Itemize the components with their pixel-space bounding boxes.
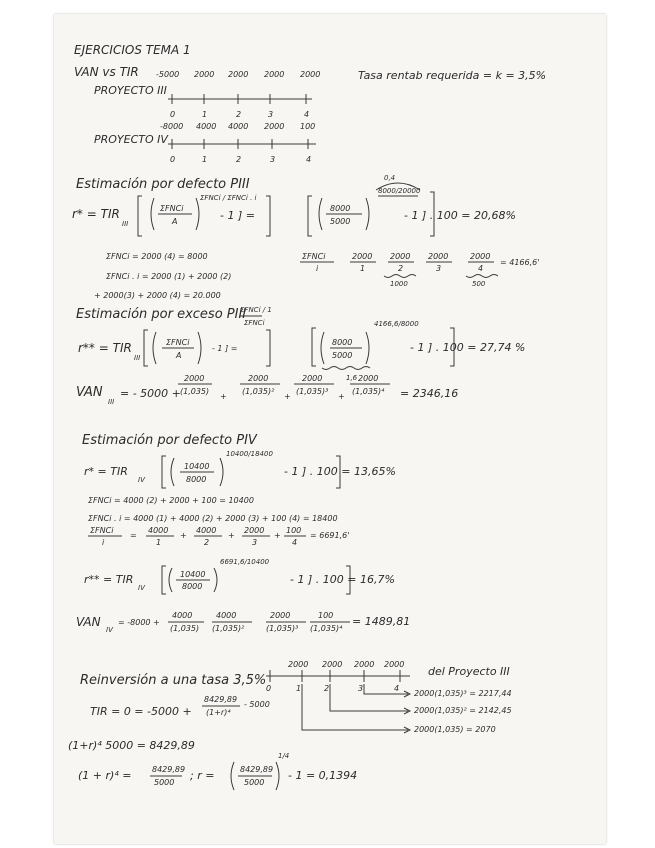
frac-num: 100: [318, 611, 334, 620]
frac-num: 4000: [216, 611, 237, 620]
frac-num: ΣFNCi: [302, 252, 326, 261]
equation-line: (1+r)⁴ 5000 = 8429,89: [68, 739, 195, 752]
frac-den: (1,035)²: [242, 387, 275, 396]
frac-den: A: [176, 351, 182, 360]
sum-line: ΣFNCi = 4000 (2) + 2000 + 100 = 10400: [88, 496, 254, 505]
r-star-label: r** = TIR: [84, 573, 134, 586]
flow-value: 4000: [196, 122, 217, 131]
frac-den: (1,035)³: [266, 624, 299, 633]
subscript: III: [108, 398, 115, 406]
van-3-result: = 2346,16: [400, 387, 459, 400]
exponent: ΣFNCi / 1: [240, 306, 272, 314]
subscript: IV: [138, 584, 145, 592]
quotient-result: = 4166,6': [500, 258, 540, 267]
r-star-label: r* = TIR: [72, 207, 120, 221]
paren-right: [366, 332, 369, 364]
frac-num: 10400: [184, 462, 210, 471]
annotation: 500: [472, 280, 486, 288]
flow-value: 2000: [194, 70, 215, 79]
flow-value: 2000: [300, 70, 321, 79]
period: 0: [170, 155, 176, 164]
frac-num: 2000: [302, 374, 323, 383]
paren-left: [321, 332, 324, 364]
r-star-label: r** = TIR: [78, 341, 132, 355]
frac-den: 3: [252, 538, 258, 547]
equals: =: [130, 531, 137, 540]
exponent: 1/4: [278, 752, 290, 760]
frac-den: (1,035): [180, 387, 210, 396]
period: 4: [394, 684, 400, 693]
period: 4: [306, 155, 312, 164]
van-constant: = - 5000 +: [120, 387, 181, 400]
paren-left: [171, 458, 174, 486]
frac-den: 3: [436, 264, 442, 273]
frac-den: 1: [156, 538, 162, 547]
van-label: VAN: [76, 385, 103, 400]
frac-num: 100: [286, 526, 302, 535]
subscript: IV: [138, 476, 145, 484]
tir-equation: TIR = 0 = -5000 +: [90, 705, 192, 718]
flow-value: 2000: [384, 660, 405, 669]
frac-den: 8000: [186, 475, 207, 484]
paren-left: [151, 198, 154, 230]
frac-num: 8429,89: [204, 695, 238, 704]
period: 1: [202, 155, 208, 164]
van-constant: = -8000 +: [118, 618, 160, 627]
paren-right: [214, 568, 217, 592]
plus: +: [228, 531, 235, 540]
frac-den: (1,035)³: [296, 387, 329, 396]
frac-den: (1,035)⁴: [352, 387, 385, 396]
value-den: 5000: [332, 351, 353, 360]
period: 3: [270, 155, 276, 164]
equation-mid: ; r =: [190, 769, 215, 782]
frac-num: 2000: [390, 252, 411, 261]
result-tir-p3: - 1 ] . 100 = 20,68%: [404, 209, 516, 222]
minus-term: - 5000: [244, 700, 270, 709]
frac-den: (1,035): [170, 624, 200, 633]
flow-value: 2000: [354, 660, 375, 669]
required-rate: Tasa rentab requerida = k = 3,5%: [358, 69, 547, 82]
exponent: 10400/18400: [226, 450, 273, 458]
subscript: IV: [106, 626, 113, 634]
period: 4: [304, 110, 310, 119]
paren-left: [231, 762, 234, 790]
exponent: 6691,6/10400: [220, 558, 270, 566]
bracket-left: [162, 456, 166, 488]
flow-value: 2000: [264, 122, 285, 131]
section-heading: Estimación por defecto PIV: [82, 433, 257, 448]
frac-num: ΣFNCi: [160, 204, 184, 213]
period: 2: [236, 110, 242, 119]
paren-right: [198, 332, 201, 364]
period: 1: [296, 684, 302, 693]
sum-line: ΣFNCi = 2000 (4) = 8000: [106, 252, 208, 261]
minus-one: - 1 ] =: [220, 209, 255, 222]
exponent: ΣFNCi: [244, 319, 265, 327]
frac-num: 2000: [470, 252, 491, 261]
frac-den: 4: [478, 264, 484, 273]
frac-num: 4000: [172, 611, 193, 620]
project-4-label: PROYECTO IV: [94, 133, 168, 146]
sum-line: ΣFNCi . i = 4000 (1) + 4000 (2) + 2000 (3) + 100 (4) = 18400: [88, 514, 338, 523]
bracket-left: [144, 330, 148, 366]
frac-num: 2000: [248, 374, 269, 383]
underline-wave: [384, 275, 416, 278]
result-tir-p4-exceso: - 1 ] . 100 = 16,7%: [290, 573, 395, 586]
period: 2: [324, 684, 330, 693]
frac-num: ΣFNCi: [90, 526, 114, 535]
project-ref: del Proyecto III: [428, 665, 510, 678]
reinvest-result: 2000(1,035)³ = 2217,44: [414, 689, 512, 698]
bracket-right: [266, 330, 270, 366]
flow-value: 2000: [264, 70, 285, 79]
frac-num: 4000: [148, 526, 169, 535]
section-heading: Estimación por defecto PIII: [76, 177, 250, 192]
value-num: 8000: [330, 204, 351, 213]
period: 0: [170, 110, 176, 119]
frac-num: 4000: [196, 526, 217, 535]
result-tir-p4: - 1 ] . 100 = 13,65%: [284, 465, 396, 478]
bracket-left: [312, 328, 316, 366]
bracket-left: [308, 196, 312, 236]
frac-den: (1,035)²: [212, 624, 245, 633]
paren-right: [220, 458, 223, 486]
frac-num: 2000: [352, 252, 373, 261]
van-label: VAN: [76, 615, 101, 629]
section-heading: Reinversión a una tasa 3,5%: [80, 673, 267, 688]
frac-den: i: [102, 538, 105, 547]
frac-num: 2000: [244, 526, 265, 535]
period: 3: [268, 110, 274, 119]
paren-right: [366, 198, 369, 230]
van-4-result: = 1489,81: [352, 615, 411, 628]
paren-left: [319, 198, 322, 230]
reinvest-result: 2000(1,035)² = 2142,45: [414, 706, 512, 715]
frac-num: ΣFNCi: [166, 338, 190, 347]
flow-value: -8000: [160, 122, 184, 131]
equation-lhs: (1 + r)⁴ =: [78, 769, 132, 782]
paren-left: [169, 568, 172, 592]
flow-value: 2000: [322, 660, 343, 669]
frac-num: 8429,89: [152, 765, 186, 774]
frac-num: 8429,89: [240, 765, 274, 774]
arrow-line-1: [302, 684, 408, 730]
frac-num: 2000: [358, 374, 379, 383]
flow-value: 2000: [288, 660, 309, 669]
flow-value: 100: [300, 122, 316, 131]
frac-num: 10400: [180, 570, 206, 579]
section-heading: Estimación por exceso PIII: [76, 307, 247, 322]
frac-den: 8000: [182, 582, 203, 591]
arrow-line-3: [364, 684, 408, 694]
plus: +: [180, 531, 187, 540]
subscript: III: [122, 220, 129, 228]
subtitle: VAN vs TIR: [74, 65, 139, 79]
frac-den: 4: [292, 538, 298, 547]
paren-left: [153, 332, 156, 364]
plus: +: [220, 392, 227, 401]
flow-value: 2000: [228, 70, 249, 79]
frac-num: 2000: [428, 252, 449, 261]
frac-den: 5000: [154, 778, 175, 787]
plus: +: [274, 531, 281, 540]
value-num: 8000: [332, 338, 353, 347]
flow-value: 4000: [228, 122, 249, 131]
frac-den: 1: [360, 264, 366, 273]
frac-num: 2000: [270, 611, 291, 620]
project-3-label: PROYECTO III: [94, 84, 167, 97]
exponent: 8000/20000: [378, 187, 421, 195]
period: 1: [202, 110, 208, 119]
exponent: 4166,6/8000: [374, 320, 419, 328]
annotation: 1,6: [346, 374, 358, 382]
underline-wave: [466, 275, 498, 278]
page-title: EJERCICIOS TEMA 1: [74, 43, 191, 57]
frac-den: A: [172, 217, 178, 226]
frac-den: (1+r)⁴: [206, 708, 231, 717]
scanned-notebook-page: [54, 14, 606, 844]
r-star-label: r* = TIR: [84, 465, 128, 478]
sum-line: ΣFNCi . i = 2000 (1) + 2000 (2): [106, 272, 232, 281]
underline-wave: [322, 367, 370, 370]
bracket-left: [162, 566, 166, 594]
subscript: III: [134, 354, 141, 362]
reinvest-result: 2000(1,035) = 2070: [414, 725, 496, 734]
final-result: - 1 = 0,1394: [288, 769, 358, 782]
exponent-top: 0,4: [384, 174, 396, 182]
bracket-right: [266, 196, 270, 236]
period: 0: [266, 684, 272, 693]
period: 3: [358, 684, 364, 693]
exponent: ΣFNCi / ΣFNCi . i: [200, 194, 257, 202]
frac-den: 5000: [244, 778, 265, 787]
frac-den: 2: [398, 264, 404, 273]
period: 2: [236, 155, 242, 164]
plus: +: [284, 392, 291, 401]
frac-den: (1,035)⁴: [310, 624, 343, 633]
result-tir-p3-exceso: - 1 ] . 100 = 27,74 %: [410, 341, 526, 354]
frac-den: 2: [204, 538, 210, 547]
value-den: 5000: [330, 217, 351, 226]
quotient-result: = 6691,6': [310, 531, 350, 540]
paren-right: [276, 762, 279, 790]
annotation: 1000: [390, 280, 408, 288]
sum-line: + 2000(3) + 2000 (4) = 20.000: [94, 291, 221, 300]
plus: +: [338, 392, 345, 401]
flow-value: -5000: [156, 70, 180, 79]
minus-one: - 1 ] =: [212, 344, 238, 353]
bracket-left: [138, 196, 142, 236]
frac-den: i: [316, 264, 319, 273]
frac-num: 2000: [184, 374, 205, 383]
paren-right: [196, 198, 199, 230]
